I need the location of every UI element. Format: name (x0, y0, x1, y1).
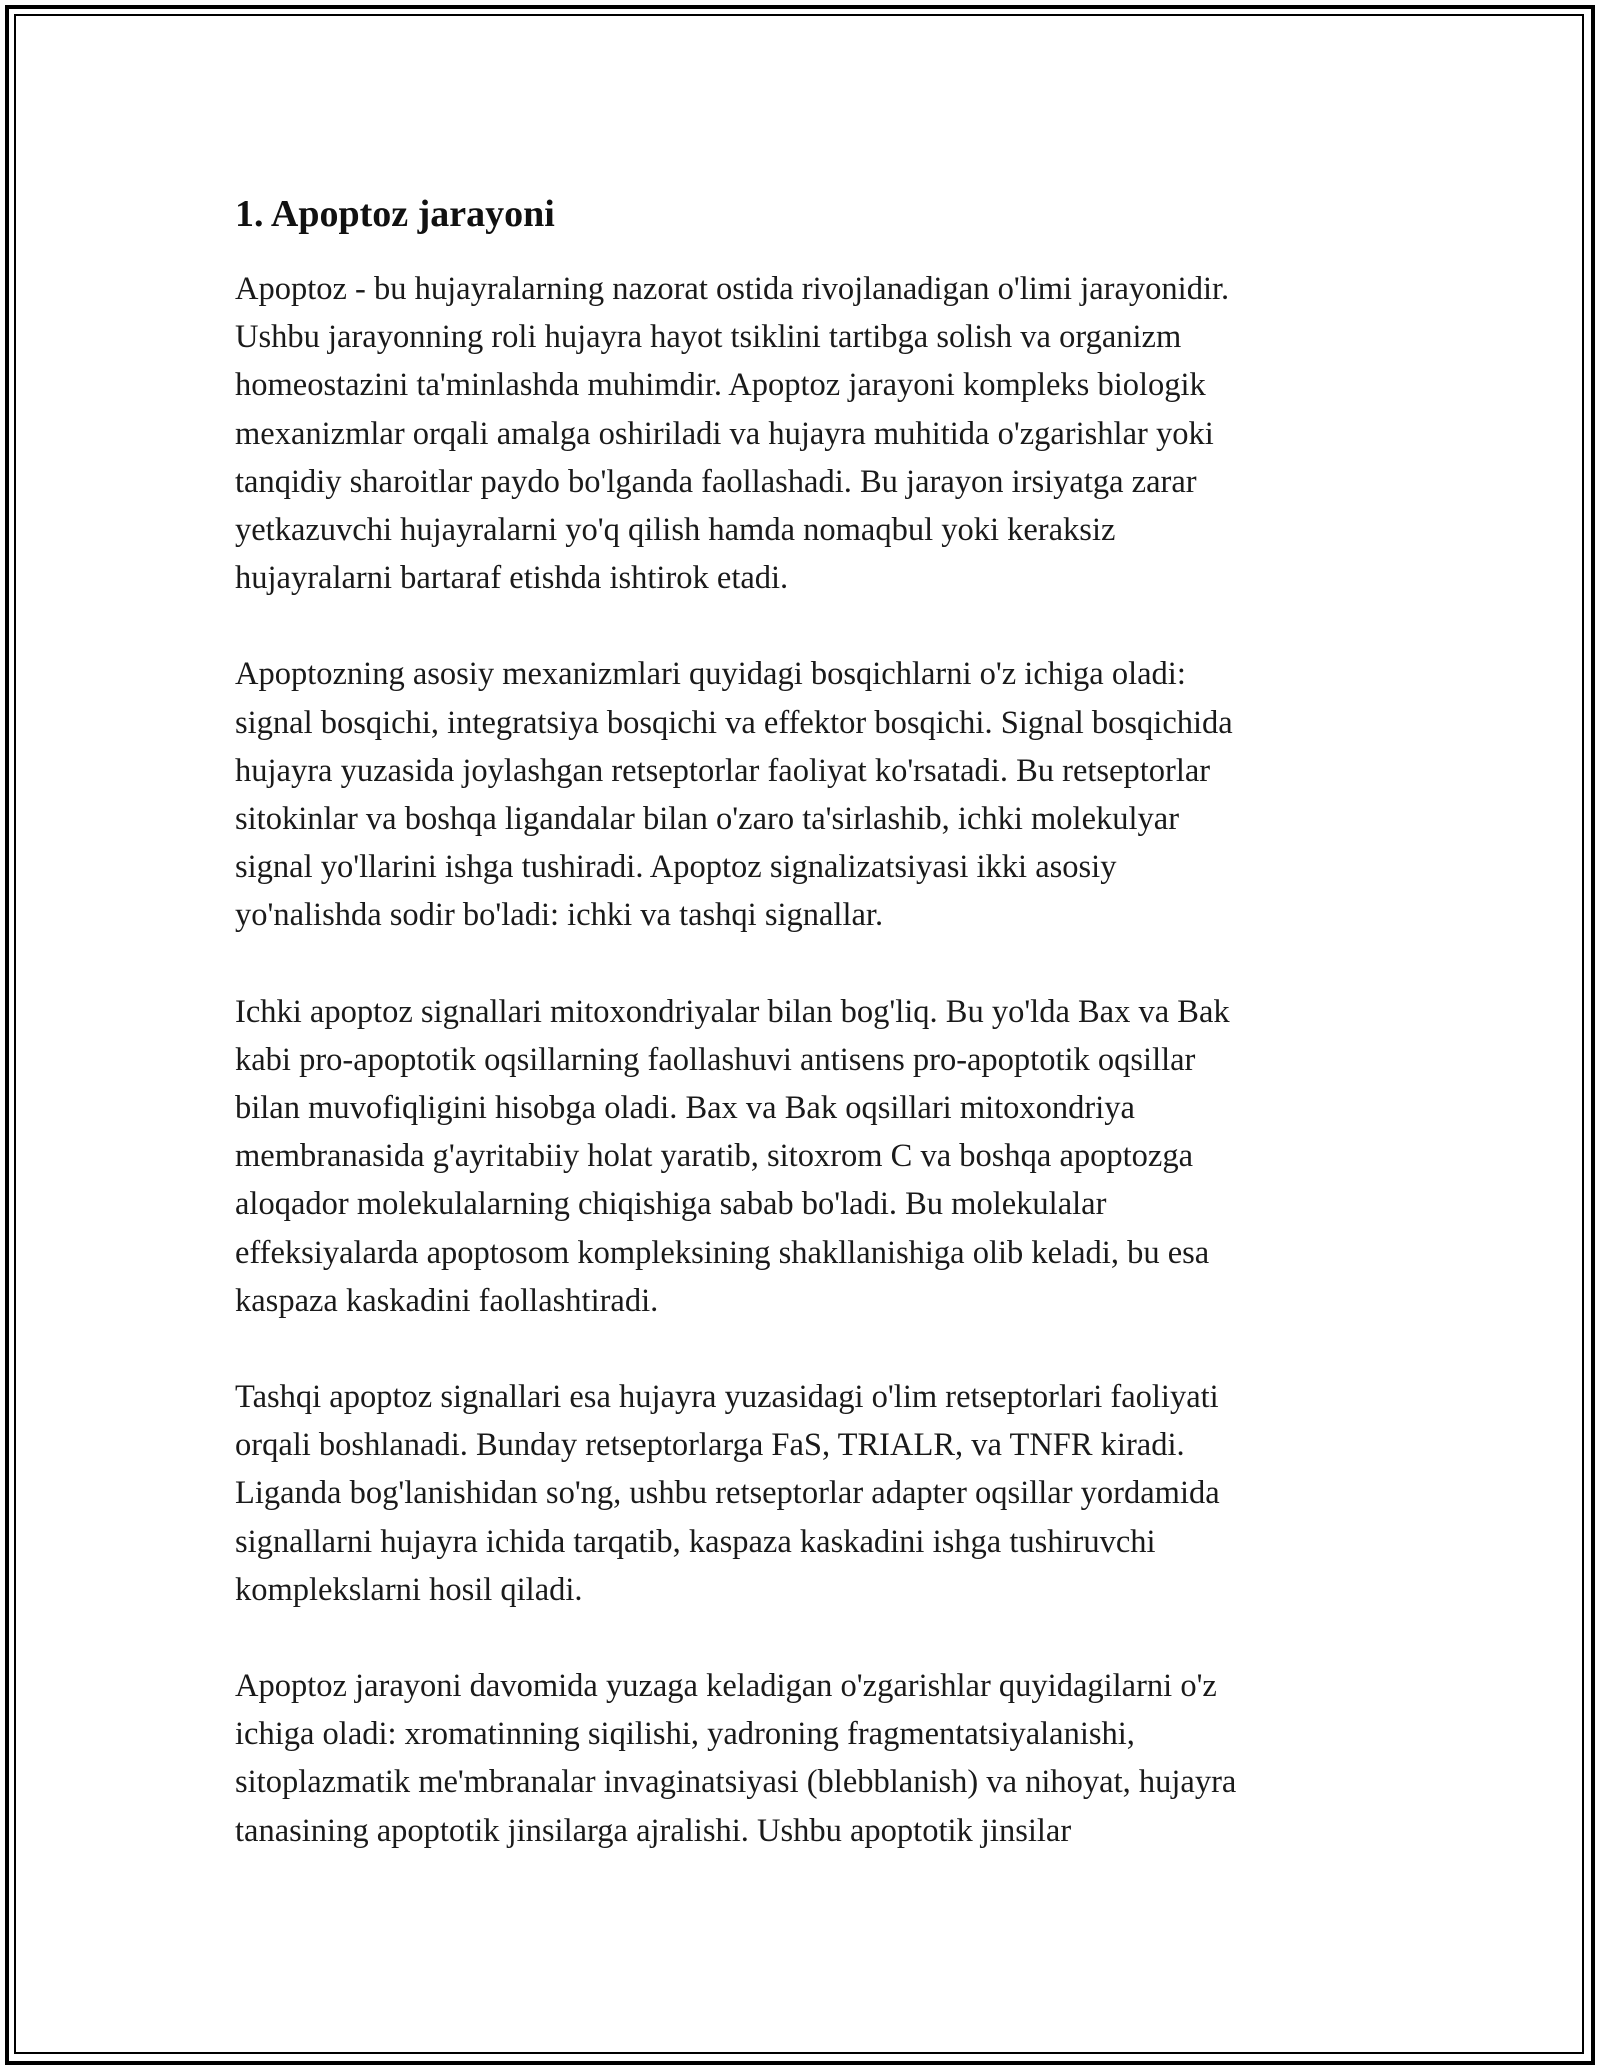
document-body (235, 185, 1385, 1903)
paragraph-asosiy-mexanizmlar: Apoptozning asosiy mexanizmlari quyidagi bosqichlarni o'z ichiga oladi: signal bosqichi, integratsiya bosqichi va effektor bosqichi. Signal bosqichida hujayra yuzasida joylashgan retseptorlar faoliyat ko'rsatadi. Bu retseptorlar sitokinlar va boshqa ligandalar bilan o'zaro ta'sirlashib, ichki molekulyar signal yo'llarini ishga tushiradi. Apoptoz signalizatsiyasi ikki asosiy yo'nalishda sodir bo'ladi: ichki va tashqi signallar. (235, 656, 1233, 934)
paragraph-ichki-signallar: Ichki apoptoz signallari mitoxondriyalar bilan bog'liq. Bu yo'lda Bax va Bak kabi pro-apoptotik oqsillarning faollashuvi antisens pro-apoptotik oqsillar bilan muvofiqligini hisobga oladi. Bax va Bak oqsillari mitoxondriya membranasida g'ayritabiiy holat yaratib, sitoxrom C va boshqa apoptozga aloqador molekulalarning chiqishiga sabab bo'ladi. Bu molekulalar effeksiyalarda apoptosom kompleksining shakllanishiga olib keladi, bu esa kaspaza kaskadini faollashtiradi. (235, 993, 1230, 1319)
section-heading: 1. Apoptoz jarayoni (235, 193, 555, 235)
paragraph-ozgarishlar: Apoptoz jarayoni davomida yuzaga keladigan o'zgarishlar quyidagilarni o'z ichiga oladi: xromatinning siqilishi, yadroning fragmentatsiyalanishi, sitoplazmatik me'mbranalar invaginatsiyasi (blebblanish) va nihoyat, hujayra tanasining apoptotik jinsilarga ajralishi. Ushbu apoptotik jinsilar (235, 1668, 1237, 1849)
paragraph-tashqi-signallar: Tashqi apoptoz signallari esa hujayra yuzasidagi o'lim retseptorlari faoliyati orqali boshlanadi. Bunday retseptorlarga FaS, TRIALR, va TNFR kiradi. Liganda bog'lanishidan so'ng, ushbu retseptorlar adapter oqsillar yordamida signallarni hujayra ichida tarqatib, kaspaza kaskadini ishga tushiruvchi komplekslarni hosil qiladi. (235, 1379, 1220, 1608)
paragraph-apoptoz-definition: Apoptoz - bu hujayralarning nazorat ostida rivojlanadigan o'limi jarayonidir. Ushbu jarayonning roli hujayra hayot tsiklini tartibga solish va organizm homeostazini ta'minlashda muhimdir. Apoptoz jarayoni kompleks biologik mexanizmlar orqali amalga oshiriladi va hujayra muhitida o'zgarishlar yoki tanqidiy sharoitlar paydo bo'lganda faollashadi. Bu jarayon irsiyatga zarar yetkazuvchi hujayralarni yo'q qilish hamda nomaqbul yoki keraksiz hujayralarni bartaraf etishda ishtirok etadi. (235, 271, 1230, 597)
